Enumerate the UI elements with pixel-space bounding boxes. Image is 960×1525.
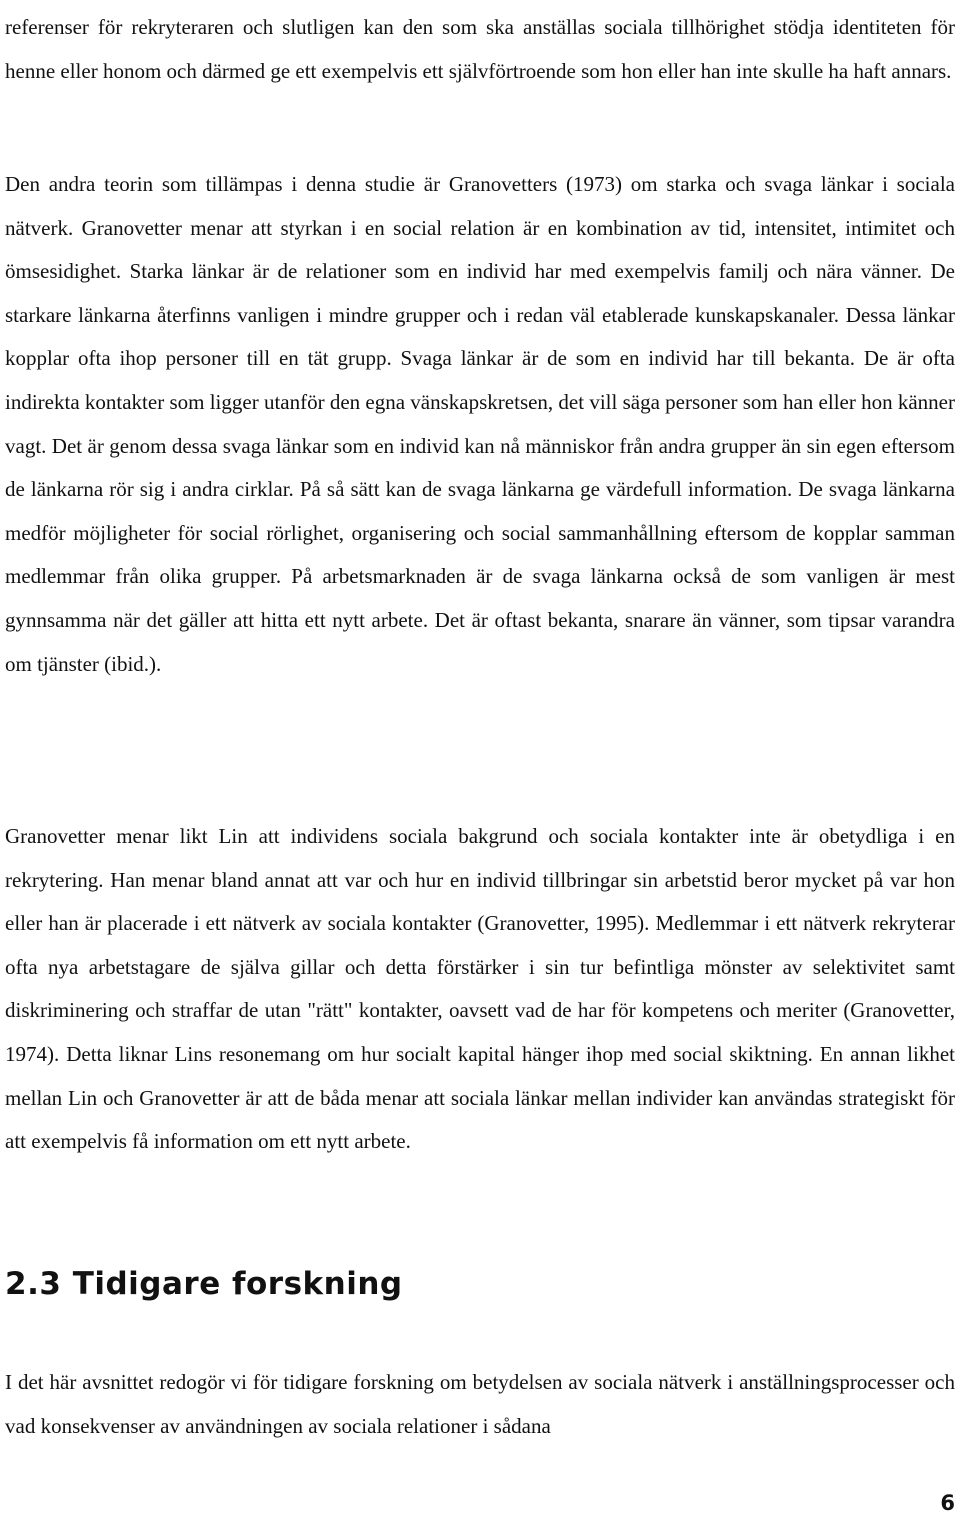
paragraph-granovetter-theory: Den andra teorin som tillämpas i denna studie är Granovetters (1973) om starka och svaga länkar i sociala nätverk. Granovetter menar att styrkan i en social relation är en kombination av tid, intensitet, intimitet och ömsesidighet. Starka länkar är de relationer som en individ har med exempelvis familj och nära vänner. De starkare länkarna återfinns vanligen i mindre grupper och i redan väl etablerade kunskapskanaler. Dessa länkar kopplar ofta ihop personer till en tät grupp. Svaga länkar är de som en individ har till bekanta. De är ofta indirekta kontakter som ligger utanför den egna vänskapskretsen, det vill säga personer som han eller hon känner vagt. Det är genom dessa svaga länkar som en individ kan nå människor från andra grupper än sin egen eftersom de länkarna rör sig i andra cirklar. På så sätt kan de svaga länkarna ge värdefull information. De svaga länkarna medför möjligheter för social rörlighet, organisering och social sammanhållning eftersom de kopplar samman medlemmar från olika grupper. På arbetsmarknaden är de svaga länkarna också de som vanligen är mest gynnsamma när det gäller att hitta ett nytt arbete. Det är oftast bekanta, snarare än vänner, som tipsar varandra om tjänster (ibid.). (5, 172, 955, 676)
paragraph-previous-research-intro: I det här avsnittet redogör vi för tidigare forskning om betydelsen av sociala nätverk i anställningsprocesser och vad konsekvenser av användningen av sociala relationer i sådana (5, 1370, 955, 1438)
paragraph-continued-intro: referenser för rekryteraren och slutligen kan den som ska anställas sociala tillhörighet stödja identiteten för henne eller honom och därmed ge ett exempelvis ett självförtroende som hon eller han inte skulle ha haft annars. (5, 15, 955, 83)
paragraph-granovetter-lin-comparison: Granovetter menar likt Lin att individens sociala bakgrund och sociala kontakter inte är obetydliga i en rekrytering. Han menar bland annat att var och hur en individ tillbringar sin arbetstid beror mycket på var hon eller han är placerade i ett nätverk av sociala kontakter (Granovetter, 1995). Medlemmar i ett nätverk rekryterar ofta nya arbetstagare de själva gillar och detta förstärker i sin tur befintliga mönster av selektivitet samt diskriminering och straffar de utan "rätt" kontakter, oavsett vad de har för kompetens och meriter (Granovetter, 1974). Detta liknar Lins resonemang om hur socialt kapital hänger ihop med social skiktning. En annan likhet mellan Lin och Granovetter är att de båda menar att sociala länkar mellan individer kan användas strategiskt för att exempelvis få information om ett nytt arbete. (5, 824, 955, 1154)
page-number: 6 (940, 1491, 955, 1515)
section-heading: 2.3 Tidigare forskning (5, 1266, 403, 1302)
